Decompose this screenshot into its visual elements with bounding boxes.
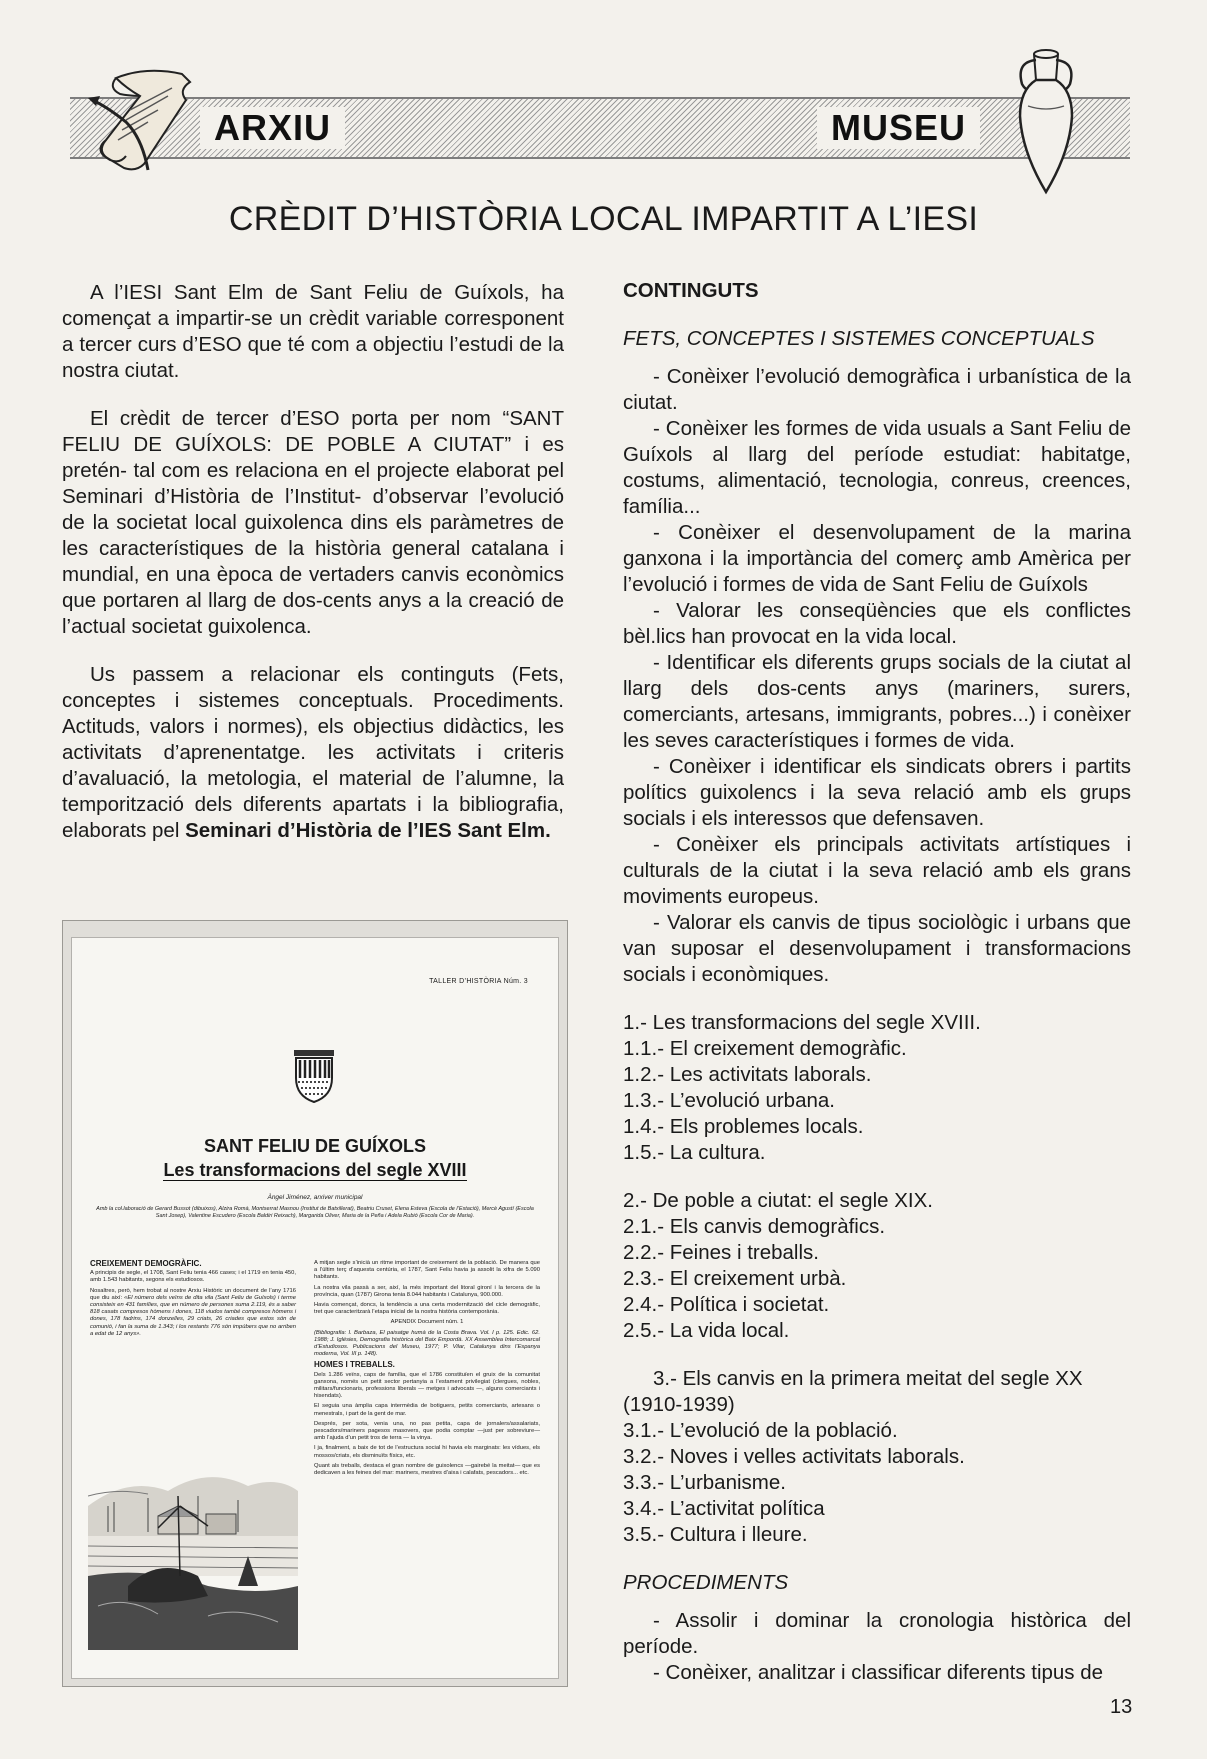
booklet-subtitle-text: Les transformacions del segle XVIII <box>163 1160 467 1180</box>
outline-item: 3.1.- L’evolució de la població. <box>623 1419 898 1442</box>
header-label-museu: MUSEU <box>817 107 980 149</box>
harbor-engraving-image <box>88 1436 298 1650</box>
booklet-subtitle <box>72 1160 558 1181</box>
booklet-paragraph: A mitjan segle s’inicià un ritme important de creixement de la població. De manera que a l’últim terç d’aquesta centúria, el 1787, Sant Feliu havia ja assolit la xifra de 5.090 habitants. <box>314 1260 540 1281</box>
outline-item: 3.2.- Noves i velles activitats laborals. <box>623 1445 965 1468</box>
booklet-bibliography: (Bibliografia: I. Barbaza, El paisatge humà de la Costa Brava. Vol. I p. 125. Edic. 62. 1988; J. Iglésies, Demografia històrica del Baix Empordà. XX Assemblea Intercomarcal d’Estudiosos. Publicacions del Museu, 1977; P. Vilar, Catalunya dins l’Espanya moderna, Vol. III p. 148). <box>314 1329 540 1358</box>
booklet-paragraph: I ja, finalment, a baix de tot de l’estructura social hi havia els marginats: les vídues, els mossos/criats, els disminuïts físics, etc. <box>314 1445 540 1459</box>
outline-item: 2.2.- Feines i treballs. <box>623 1241 819 1264</box>
header-label-arxiu: ARXIU <box>200 107 345 149</box>
outline-item: 2.3.- El creixement urbà. <box>623 1267 847 1290</box>
procediments-heading: PROCEDIMENTS <box>623 1571 789 1594</box>
seminari-credit: Seminari d’Història de l’IES Sant Elm. <box>185 819 551 842</box>
booklet-paragraph: La nostra vila passà a ser, així, la més important del litoral gironí i la tercera de la província, quan (1787) Girona tenia 8.044 habitants i Catalunya, 900.000. <box>314 1284 540 1298</box>
content-item: - Conèixer i identificar els sindicats obrers i partits polítics guixolencs i la seva relació amb els grups socials i els interessos que defensaven. <box>623 755 1131 830</box>
outline-item: 1.5.- La cultura. <box>623 1141 766 1164</box>
booklet-paragraph <box>90 1288 296 1338</box>
outline-item: 2.1.- Els canvis demogràfics. <box>623 1215 886 1238</box>
booklet-paragraph: A principis de segle, el 1708, Sant Feliu tenia 466 cases; i el 1719 en tenia 450, amb 1.543 habitants, segons els estudiosos. <box>90 1270 296 1284</box>
content-item: - Conèixer l’evolució demogràfica i urbanística de la ciutat. <box>623 365 1131 414</box>
booklet-title: SANT FELIU DE GUÍXOLS <box>203 1136 426 1156</box>
booklet-section-heading: CREIXEMENT DEMOGRÀFIC. <box>90 1259 202 1268</box>
content-item: - Conèixer les formes de vida usuals a Sant Feliu de Guíxols al llarg del període estudiat: habitatge, costums, alimentació, tecnologia, conreus, creences, família... <box>623 417 1131 518</box>
outline-title: 1.- Les transformacions del segle XVIII. <box>623 1011 981 1034</box>
content-item: - Conèixer els principals activitats artístiques i culturals de la ciutat i la seva relació amb els grans moviments europeus. <box>623 833 1131 908</box>
booklet-author: Àngel Jiménez, arxiver municipal <box>267 1194 363 1201</box>
coat-of-arms-icon <box>292 1048 336 1104</box>
page-title: CRÈDIT D’HISTÒRIA LOCAL IMPARTIT A L’IESI <box>228 200 979 238</box>
booklet-cover-image <box>62 920 568 1687</box>
intro-text: Us passem a relacionar els continguts (Fets, conceptes i sistemes conceptuals. Procediments. Actituds, valors i normes), els objectius didàctics, les activitats d’aprenentatge. les activitats i criteris d’avaluació, la metologia, el material de l’alumne, la temporització dels diferents apartats i la bibliografia, elaborats pel <box>62 663 564 842</box>
outline-item: 2.4.- Política i societat. <box>623 1293 830 1316</box>
content-item: - Identificar els diferents grups socials de la ciutat al llarg dels dos-cents anys (mariners, surers, comerciants, artesans, immigrants, pobres...) i conèixer les seves característiques i formes de vida. <box>623 651 1131 752</box>
content-item: - Valorar les conseqüències que els conflictes bèl.lics han provocat en la vida local. <box>623 599 1131 648</box>
content-item: - Conèixer el desenvolupament de la marina ganxona i la importància del comerç amb Amèrica per l’evolució i formes de vida de Sant Feliu de Guíxols <box>623 521 1131 596</box>
booklet-paragraph: Dels 1.286 veïns, caps de família, que el 1786 constituïen el gruix de la comunitat ganxona, només un petit sector pertanyia a l’estament privilegiat (clergues, nobles, militars/funcionaris, professions liberals — metges i advocats —, alguns comerciants i hisendats). <box>314 1371 540 1400</box>
procediment-item: - Conèixer, analitzar i classificar diferents tipus de <box>653 1661 1104 1684</box>
amphora-icon <box>1010 46 1082 196</box>
booklet-text: Nosaltres, però, hem trobat al nostre Arxiu Històric un document de l’any 1716 que diu així: <box>90 1287 296 1301</box>
outline-group <box>623 1010 1131 1166</box>
header-band <box>70 97 1130 159</box>
contents-column <box>623 278 1131 1686</box>
outline-item: 1.4.- Els problemes locals. <box>623 1115 864 1138</box>
scroll-icon <box>86 60 208 178</box>
contents-subheading: FETS, CONCEPTES I SISTEMES CONCEPTUALS <box>623 327 1095 350</box>
booklet-appendix: APENDIX Document núm. 1 <box>390 1319 464 1326</box>
outline-item: 2.5.- La vida local. <box>623 1319 790 1342</box>
booklet-quote: «El número dels veïns de dita vila (Sant Feliu de Guíxols) i terme consisteix en 431 famílies, que en número de persones suma 2.119, és a saber 818 casats compresos hòmens i dones, 118 viudos també compresos hòmens i dones, 178 fadrins, 174 donzelles, 29 criats, 26 criades que estos són de comunió, i fan la suma de 1.343; i los restants 776 són impúbers que no arriben a edat de 12 anys». <box>90 1294 296 1337</box>
outline-item: 1.1.- El creixement demogràfic. <box>623 1037 907 1060</box>
outline-item: 1.3.- L’evolució urbana. <box>623 1089 835 1112</box>
syllabus-outline <box>623 1010 1131 1548</box>
outline-title: 3.- Els canvis en la primera meitat del segle XX (1910-1939) <box>623 1367 1083 1416</box>
outline-item: 3.5.- Cultura i lleure. <box>623 1523 808 1546</box>
intro-paragraph: A l’IESI Sant Elm de Sant Feliu de Guíxols, ha començat a impartir-se un crèdit variable corresponent a tercer curs d’ESO que té com a objectiu l’estudi de la nostra ciutat. <box>62 281 564 382</box>
booklet-left-column <box>90 1260 296 1341</box>
booklet-paragraph: El seguia una àmplia capa intermèdia de botiguers, petits comerciants, artesans o menestrals, i part de la gent de mar. <box>314 1403 540 1417</box>
page-number: 13 <box>1110 1696 1133 1718</box>
procediment-item: - Assolir i dominar la cronologia històrica del període. <box>623 1609 1131 1658</box>
booklet-paragraph: Després, per sota, venia una, no pas petita, capa de jornalers/assalariats, pescadors/mariners pagesos masovers, que podia comptar —just per sobreviure— amb l’ajuda d’un petit tros de terra — la vinya. <box>314 1420 540 1442</box>
contents-heading: CONTINGUTS <box>623 279 759 302</box>
outline-item: 1.2.- Les activitats laborals. <box>623 1063 872 1086</box>
intro-paragraph <box>62 662 564 844</box>
booklet-page <box>71 937 559 1679</box>
booklet-section-heading: HOMES I TREBALLS. <box>314 1360 395 1370</box>
booklet-paragraph: Quant als treballs, destaca el gran nombre de guixolencs —gairebé la meitat— que es dedicaven a les feines del mar: mariners, mestres d’aixa i calafats, pescadors... etc. <box>314 1462 540 1477</box>
outline-group <box>623 1188 1131 1344</box>
content-item: - Valorar els canvis de tipus sociològic i urbans que van suposar el desenvolupament i transformacions socials i econòmiques. <box>623 911 1131 986</box>
outline-item: 3.3.- L’urbanisme. <box>623 1471 786 1494</box>
booklet-series: TALLER D’HISTÒRIA Núm. 3 <box>429 978 528 985</box>
booklet-collaborators: Amb la col.laboració de Gerard Bussot (dibuixos), Alzira Romà, Montserrat Masnou (Institut de Batxillerat), Beatriu Cruset, Elena Esteva (Escola de l’Estació), Mercè Agustí (Escola Sant Josep), Valentine Escudero (Escola Baldiri Reixach), Margarida Oliver, Maria de la Peña i Adela Rubió (Escola Cor de Maria). <box>96 1206 534 1219</box>
intro-paragraph: El crèdit de tercer d’ESO porta per nom “SANT FELIU DE GUÍXOLS: DE POBLE A CIUTAT” i es pretén- tal com es relaciona en el projecte elaborat pel Seminari d’Història de l’Institut- d’observar l’evolució de la societat local guixolenca dins els paràmetres de les característiques de la història general catalana i mundial, en una època de vertaders canvis econòmics que portaren al llarg de dos-cents anys a la creació de l’actual societat guixolenca. <box>62 407 564 638</box>
outline-item: 3.4.- L’activitat política <box>623 1497 825 1520</box>
outline-title: 2.- De poble a ciutat: el segle XIX. <box>623 1189 933 1212</box>
outline-group <box>623 1366 1131 1548</box>
booklet-paragraph: Havia començat, doncs, la tendència a una certa modernització del cicle demogràfic, tret que caracteritzarà l’etapa inicial de la nostra història contemporània. <box>314 1302 540 1316</box>
intro-column <box>62 280 564 866</box>
booklet-right-column <box>314 1260 540 1480</box>
